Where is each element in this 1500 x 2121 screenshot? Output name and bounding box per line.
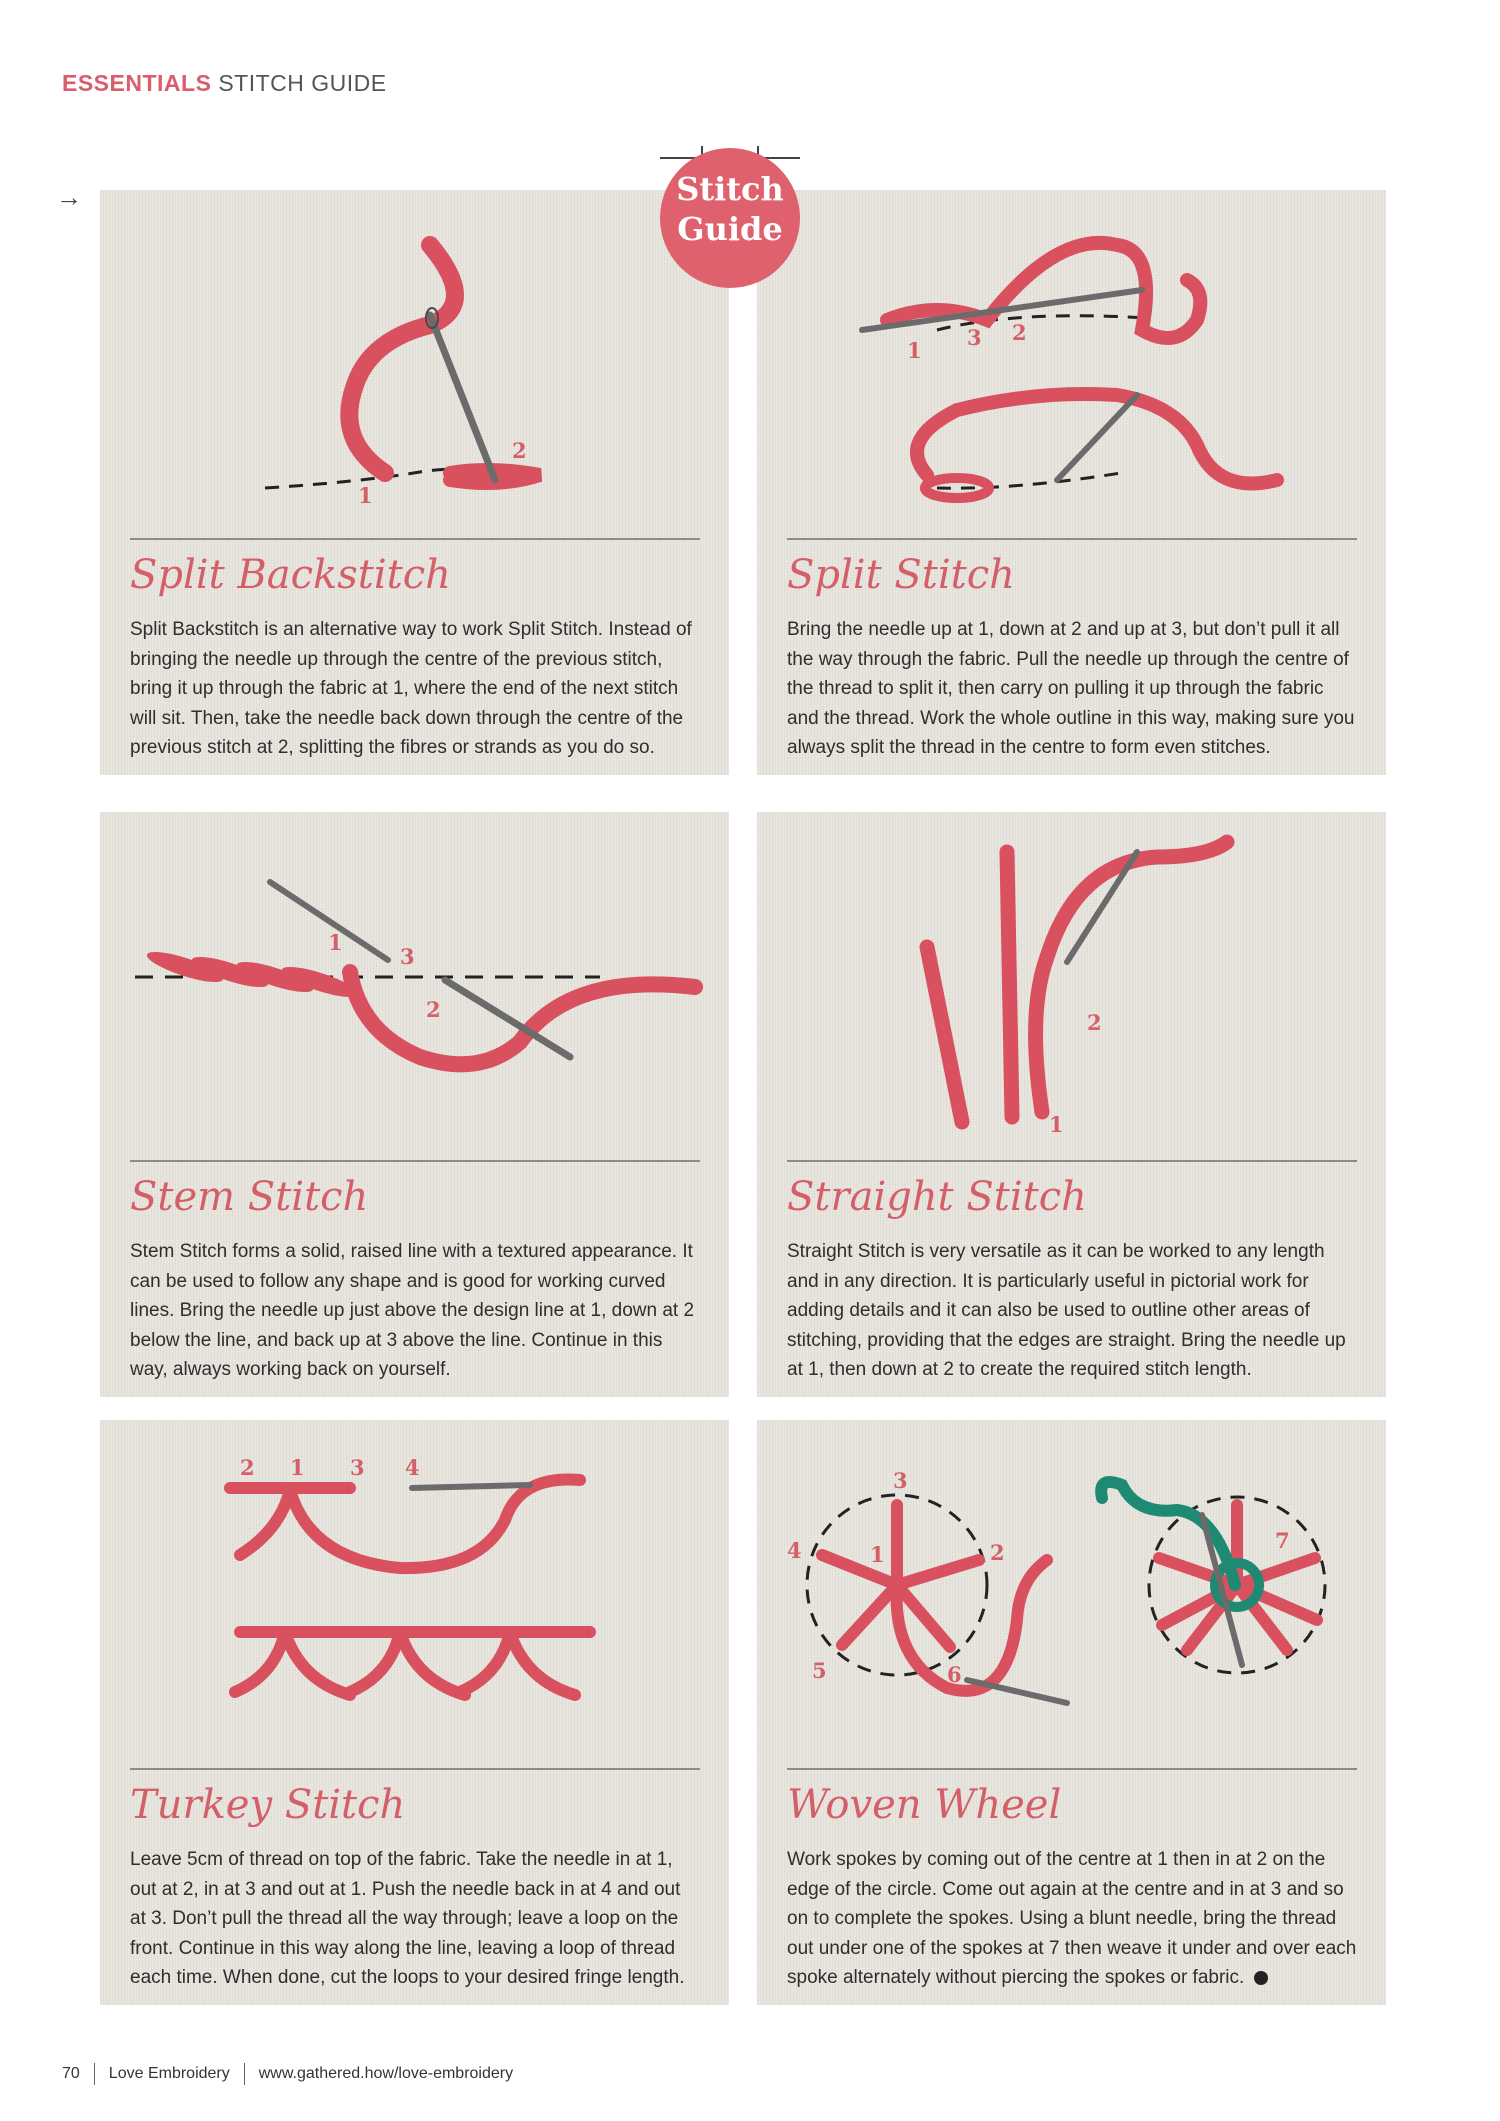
end-of-article-icon: [1254, 1971, 1268, 1985]
step-number: 2: [1012, 320, 1027, 345]
step-number: 1: [907, 338, 922, 363]
stitch-title: Split Stitch: [787, 552, 1015, 598]
stitch-panel-split-stitch: [757, 190, 1386, 775]
stitch-title: Split Backstitch: [130, 552, 451, 598]
step-number: 3: [400, 944, 415, 969]
stitch-description-text: Work spokes by coming out of the centre at 1 then in at 2 on the edge of the circle. Come out again at the centre and in at 3 and so on to complete the spokes. Using a blunt needle, bring the thread out under one of the spokes at 7 then weave it under and over each spoke alternately without piercing the spokes or fabric.: [787, 1849, 1357, 1988]
step-number: 2: [426, 997, 441, 1022]
badge-line-1: Stitch: [676, 170, 784, 208]
step-number: 5: [812, 1658, 827, 1683]
stitch-description: Leave 5cm of thread on top of the fabric. Take the needle in at 1, out at 2, in at 3 and out at 1. Push the needle back in at 4 and out at 3. Don’t pull the thread all the way through; leave a loop on the front. Continue in this way along the line, leaving a loop of thread each time. When done, cut the loops to your desired fringe length.: [130, 1849, 685, 1988]
stitch-title: Straight Stitch: [787, 1174, 1087, 1220]
divider: [130, 1768, 700, 1770]
stitch-guide-badge: [660, 148, 800, 288]
step-number: 3: [350, 1455, 365, 1480]
step-number: 7: [1275, 1528, 1290, 1553]
step-number: 3: [893, 1468, 908, 1493]
stitch-title: Stem Stitch: [130, 1174, 369, 1220]
stitch-description: Split Backstitch is an alternative way to work Split Stitch. Instead of bringing the needle up through the centre of the previous stitch, bring it up through the fabric at 1, where the end of the next stitch will sit. Then, take the needle back down through the centre of the previous stitch at 2, splitting the fibres or strands as you do so.: [130, 619, 692, 758]
step-number: 1: [1049, 1112, 1064, 1137]
step-number: 3: [967, 325, 982, 350]
stitch-title: Woven Wheel: [787, 1782, 1062, 1828]
straight-stitch-illustration: [757, 812, 1386, 1157]
page-number: 70: [62, 2065, 80, 2083]
stitch-description: Bring the needle up at 1, down at 2 and up at 3, but don’t pull it all the way through the fabric. Pull the needle up through the centre of the thread to split it, then carry on pulling it up through the fabric and the thread. Work the whole outline in this way, making sure you always split the thread in the centre to form even stitches.: [787, 619, 1355, 758]
split-stitch-illustration: [757, 190, 1386, 535]
footer-separator: [244, 2063, 245, 2085]
stem-stitch-illustration: [100, 812, 729, 1157]
step-number: 6: [947, 1662, 962, 1687]
header-page-name: STITCH GUIDE: [218, 70, 387, 96]
divider: [787, 1160, 1357, 1162]
step-number: 2: [240, 1455, 255, 1480]
page-footer: [62, 2063, 513, 2085]
step-number: 2: [512, 438, 527, 463]
section-header: [62, 70, 387, 97]
magazine-name: Love Embroidery: [108, 2065, 230, 2083]
divider: [787, 1768, 1357, 1770]
step-number: 2: [1087, 1010, 1102, 1035]
header-section-name: ESSENTIALS: [62, 70, 212, 96]
stitch-title: Turkey Stitch: [130, 1782, 406, 1828]
stitch-description: Straight Stitch is very versatile as it can be worked to any length and in any direction. It is particularly useful in pictorial work for adding details and it can also be used to outline other areas of stitching, providing that the edges are straight. Bring the needle up at 1, then down at 2 to create the required stitch length.: [787, 1241, 1346, 1380]
step-number: 4: [405, 1455, 420, 1480]
step-number: 1: [870, 1542, 885, 1567]
divider: [130, 1160, 700, 1162]
stitch-panel-turkey-stitch: [100, 1420, 729, 2005]
step-number: 2: [990, 1540, 1005, 1565]
stitch-panel-straight-stitch: [757, 812, 1386, 1397]
badge-line-2: Guide: [677, 210, 783, 248]
step-number: 1: [328, 930, 343, 955]
website-link[interactable]: www.gathered.how/love-embroidery: [258, 2065, 514, 2083]
divider: [787, 538, 1357, 540]
step-number: 1: [358, 483, 373, 508]
step-number: 1: [290, 1455, 305, 1480]
stitch-panel-woven-wheel: [757, 1420, 1386, 2005]
stitch-description: Stem Stitch forms a solid, raised line with a textured appearance. It can be used to follow any shape and is good for working curved lines. Bring the needle up just above the design line at 1, down at 2 below the line, and back up at 3 above the line. Continue in this way, always working back on yourself.: [130, 1241, 695, 1380]
step-number: 4: [787, 1538, 802, 1563]
stitch-panel-stem-stitch: [100, 812, 729, 1397]
split-backstitch-illustration: [100, 190, 729, 535]
footer-separator: [94, 2063, 95, 2085]
stitch-description: [787, 1845, 1357, 1993]
arrow-icon: →: [56, 182, 82, 212]
turkey-stitch-illustration: [100, 1420, 729, 1765]
woven-wheel-illustration: [757, 1420, 1386, 1765]
stitch-panel-split-backstitch: [100, 190, 729, 775]
divider: [130, 538, 700, 540]
